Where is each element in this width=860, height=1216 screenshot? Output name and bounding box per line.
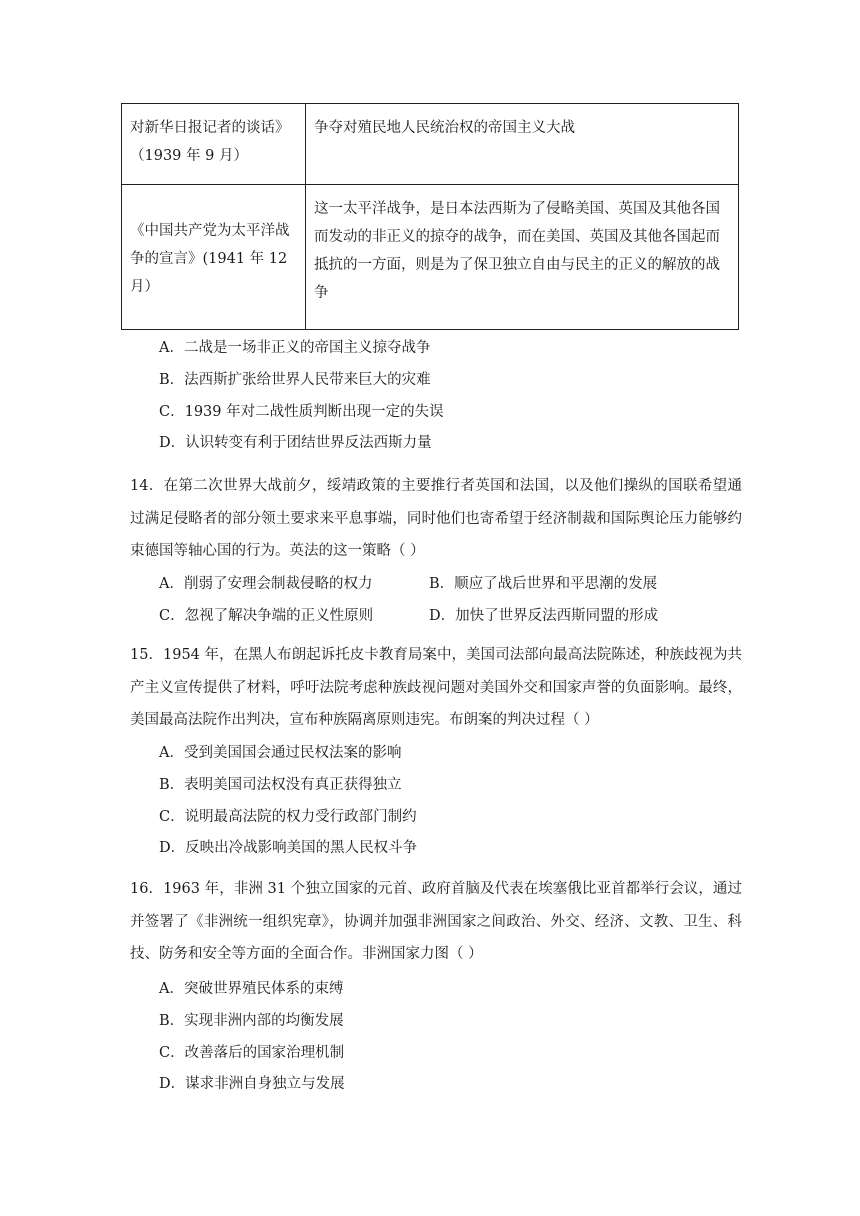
q15-stem: 15．1954 年，在黑人布朗起诉托皮卡教育局案中，美国司法部向最高法院陈述，种族歧视为共产主义宣传提供了材料，呼吁法院考虑种族歧视问题对美国外交和国家声誉的负面影响。最终，美国最高法院作出判决，宣布种族隔离原则违宪。布朗案的判决过程（ ） [130, 647, 742, 729]
option-c[interactable]: C．1939 年对二战性质判断出现一定的失误 [159, 403, 444, 420]
option-d[interactable]: D．谋求非洲自身独立与发展 [159, 1076, 345, 1093]
table-row [122, 185, 739, 330]
option-c[interactable]: C．说明最高法院的权力受行政部门制约 [159, 808, 417, 825]
option-b[interactable]: B．法西斯扩张给世界人民带来巨大的灾难 [159, 371, 431, 388]
table-cell-view: 这一太平洋战争，是日本法西斯为了侵略美国、英国及其他各国而发动的非正义的掠夺的战争，而在美国、英国及其他各国起而抵抗的一方面，则是为了保卫独立自由与民主的正义的解放的战争 [306, 185, 739, 330]
option-a[interactable]: A．突破世界殖民体系的束缚 [159, 981, 344, 997]
option-c[interactable]: C．改善落后的国家治理机制 [159, 1044, 345, 1061]
option-c[interactable]: C．忽视了解决争端的正义性原则 [159, 607, 374, 624]
q15-options [130, 738, 742, 865]
option-a[interactable]: A．受到美国国会通过民权法案的影响 [159, 745, 402, 761]
option-row [130, 569, 742, 601]
option-a[interactable]: A．削弱了安理会制裁侵略的权力 [159, 576, 373, 592]
source-table [121, 103, 739, 330]
option-d[interactable]: D．认识转变有利于团结世界反法西斯力量 [159, 435, 432, 452]
option-b[interactable]: B．顺应了战后世界和平思潮的发展 [429, 576, 658, 592]
q14-options [130, 569, 742, 633]
q16-options [130, 974, 742, 1101]
q14-stem: 14．在第二次世界大战前夕，绥靖政策的主要推行者英国和法国，以及他们操纵的国联希望通过满足侵略者的部分领土要求来平息事端，同时他们也寄希望于经济制裁和国际舆论压力能够约束德国等轴心国的行为。英法的这一策略（ ） [130, 478, 742, 560]
option-d[interactable]: D．反映出冷战影响美国的黑人民权斗争 [159, 840, 418, 857]
option-a[interactable]: A．二战是一场非正义的帝国主义掠夺战争 [159, 340, 431, 356]
option-row [130, 601, 742, 633]
table-cell-source: 对新华日报记者的谈话》（1939 年 9 月） [122, 104, 306, 185]
option-b[interactable]: B．表明美国司法权没有真正获得独立 [159, 776, 402, 793]
q16-stem: 16．1963 年，非洲 31 个独立国家的元首、政府首脑及代表在埃塞俄比亚首都举行会议，通过并签署了《非洲统一组织宪章》，协调并加强非洲国家之间政治、外交、经济、文教、卫生、科技、防务和安全等方面的全面合作。非洲国家力图（ ） [130, 881, 742, 963]
table-cell-view: 争夺对殖民地人民统治权的帝国主义大战 [306, 104, 739, 185]
table-row [122, 104, 739, 185]
table-cell-source: 《中国共产党为太平洋战争的宣言》(1941 年 12 月） [122, 185, 306, 330]
option-d[interactable]: D．加快了世界反法西斯同盟的形成 [429, 607, 659, 624]
q13-options [130, 333, 742, 460]
option-b[interactable]: B．实现非洲内部的均衡发展 [159, 1012, 344, 1029]
